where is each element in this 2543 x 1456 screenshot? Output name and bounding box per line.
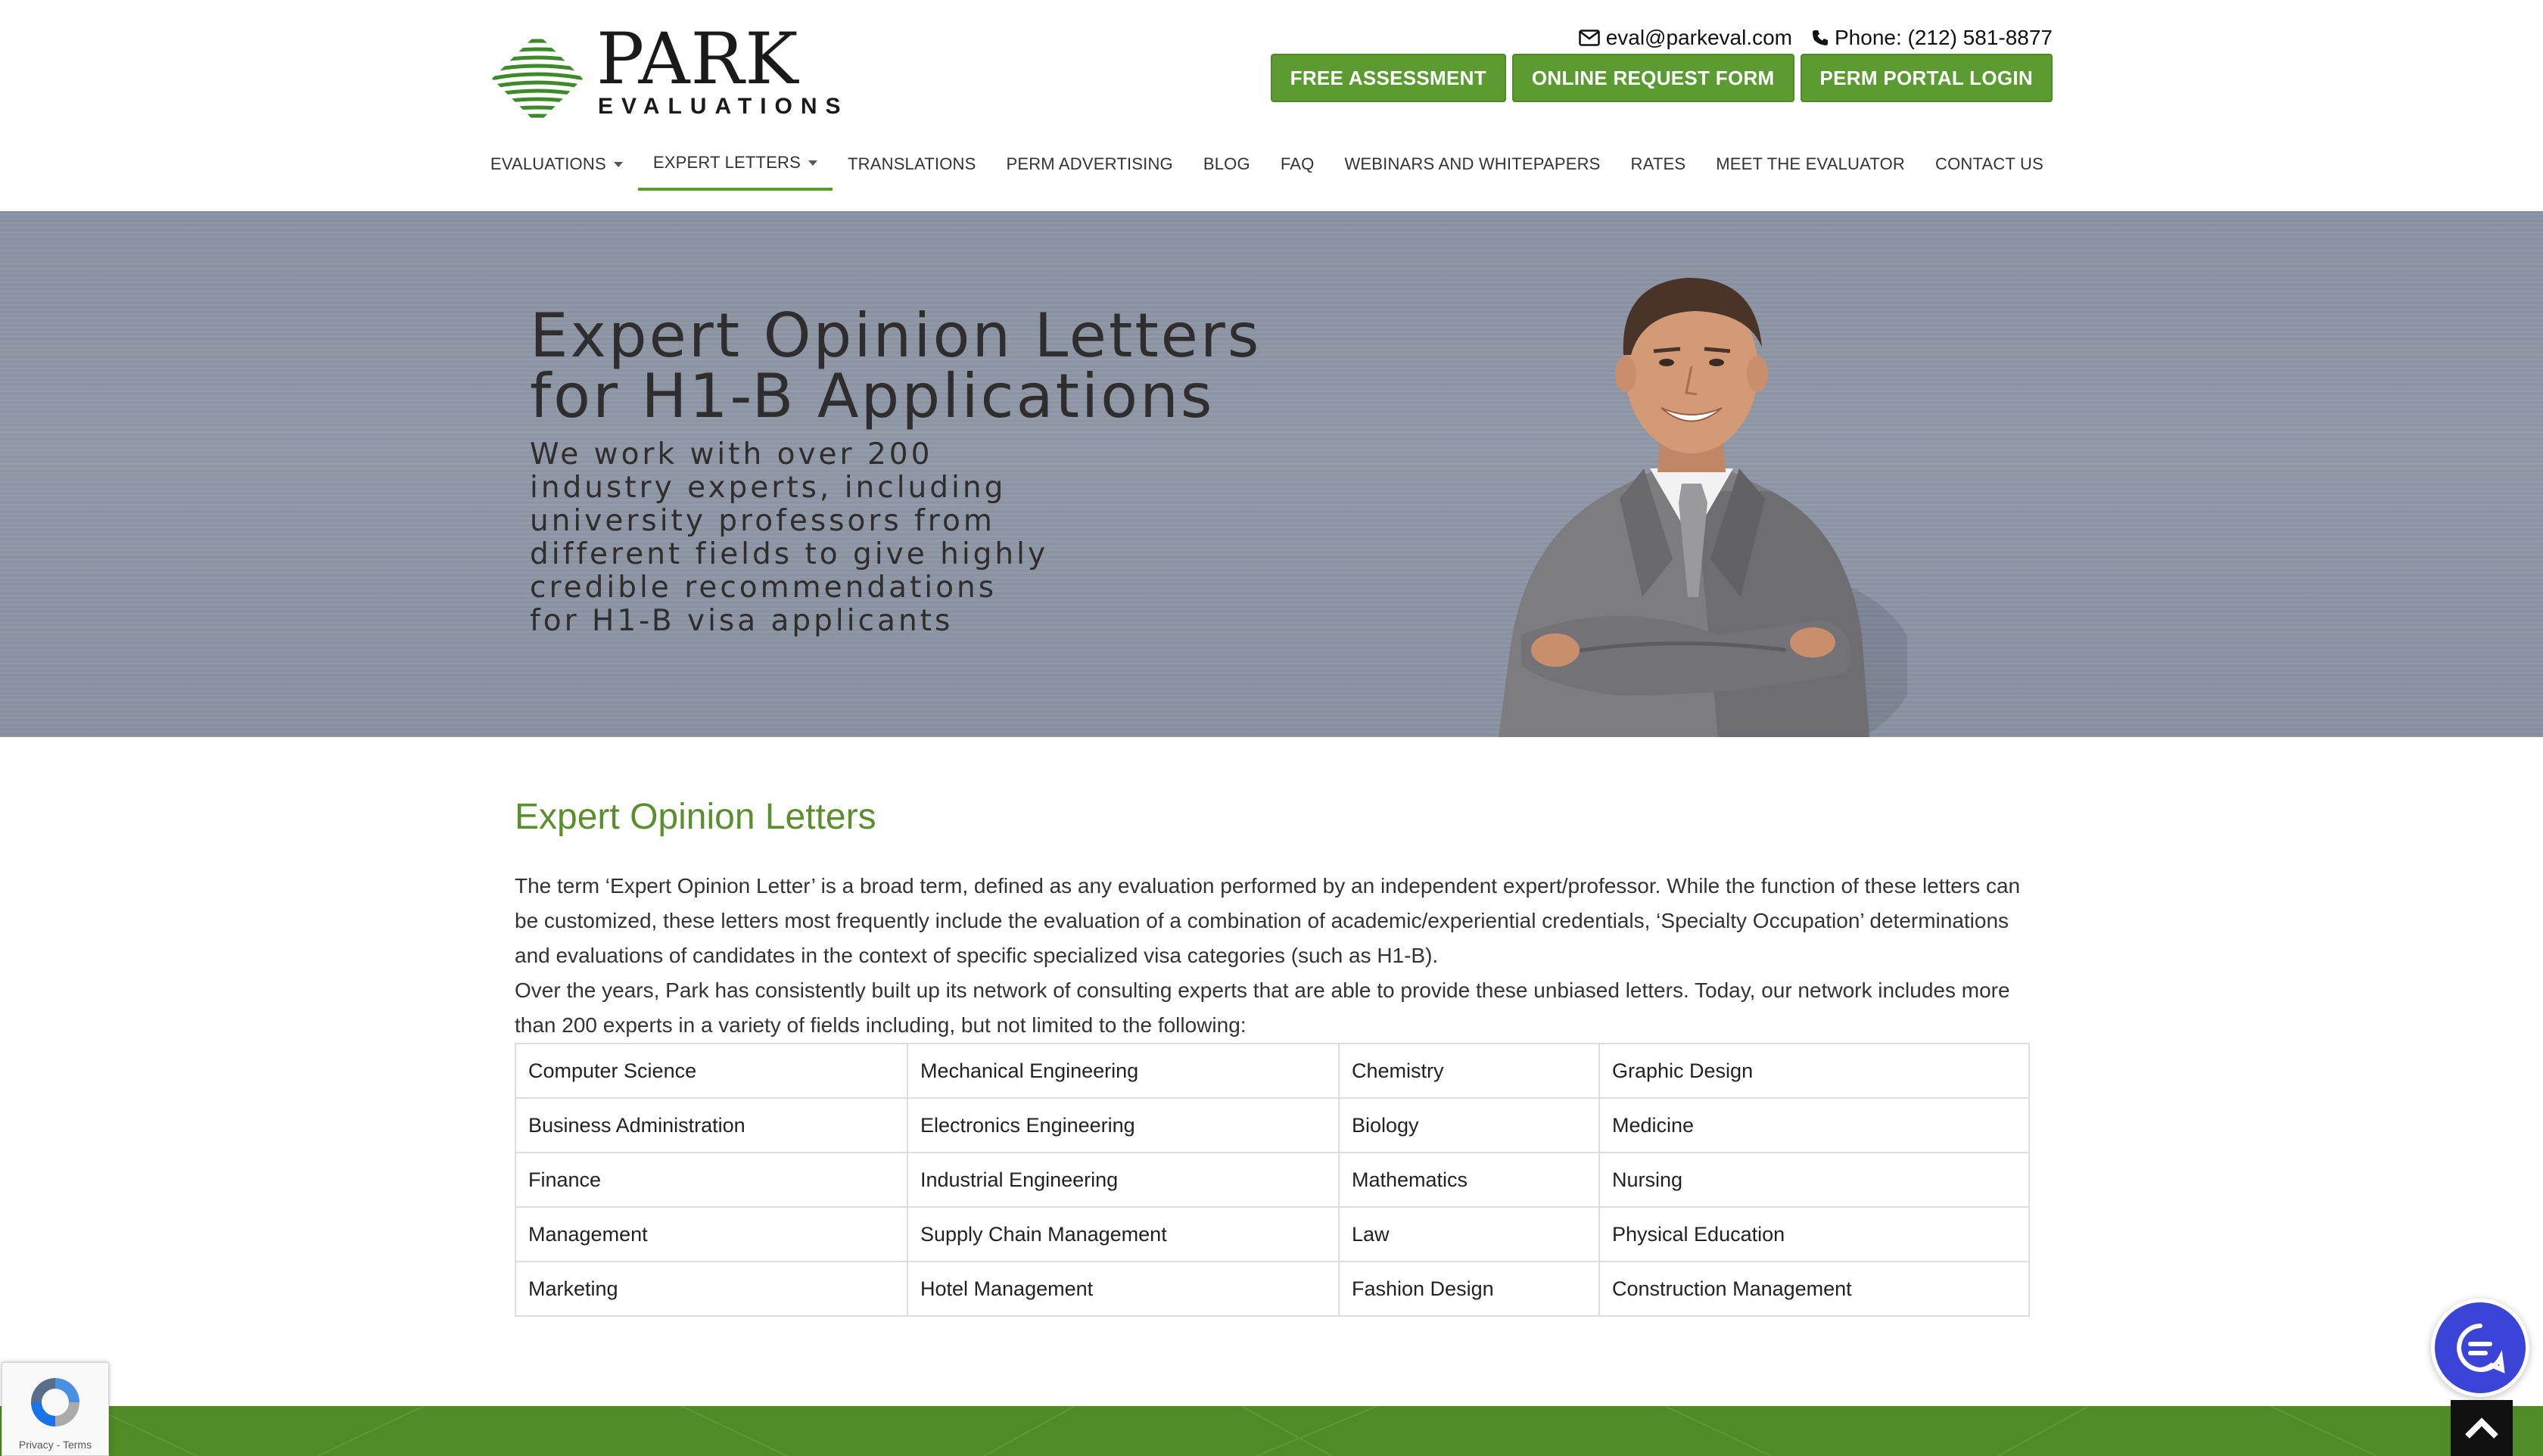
table-cell: Biology [1339, 1098, 1599, 1153]
table-cell: Mechanical Engineering [907, 1044, 1339, 1098]
table-cell: Marketing [515, 1262, 907, 1316]
hero-banner [0, 211, 2543, 737]
nav-item-rates[interactable]: RATES [1630, 154, 1686, 173]
table-cell: Construction Management [1599, 1262, 2029, 1316]
caret-down-icon [808, 160, 817, 166]
chat-button[interactable] [2431, 1299, 2529, 1397]
table-cell: Physical Education [1599, 1207, 2029, 1262]
header-buttons [1271, 54, 2053, 102]
hero-subtitle-line: for H1-B visa applicants [530, 604, 954, 638]
park-leaf-logo-icon [490, 32, 584, 126]
table-cell: Medicine [1599, 1098, 2029, 1153]
chevron-up-icon [2464, 1417, 2499, 1439]
nav-item-webinars[interactable]: WEBINARS AND WHITEPAPERS [1344, 154, 1601, 173]
intro-paragraph: The term ‘Expert Opinion Letter’ is a broad term, defined as any evaluation performed by an independent expert/professor. While the function of these letters can be customized, these letters most frequently include the evaluation of a combination of academic/experiential credentials, ‘Specialty Occupation’ determinations and evaluations of candidates in the context of specific specialized visa categories (such as H1-B). [515, 874, 2021, 967]
table-row [515, 1153, 2029, 1207]
free-assessment-button[interactable]: FREE ASSESSMENT [1271, 54, 1506, 102]
table-cell: Computer Science [515, 1044, 907, 1098]
contact-bar [1579, 24, 2053, 51]
nav-item-perm-advertising[interactable]: PERM ADVERTISING [1006, 154, 1173, 173]
nav-item-label: EXPERT LETTERS [652, 153, 801, 172]
logo-wordmark: PARK [596, 18, 799, 101]
table-cell: Nursing [1599, 1153, 2029, 1207]
table-cell: Graphic Design [1599, 1044, 2029, 1098]
table-cell: Electronics Engineering [907, 1098, 1339, 1153]
phone-text[interactable]: Phone: (212) 581-8877 [1835, 26, 2053, 49]
privacy-link[interactable]: Privacy [18, 1439, 54, 1451]
section-title: Expert Opinion Letters [515, 797, 876, 837]
main-content [515, 787, 2028, 1317]
site-logo[interactable] [490, 18, 849, 127]
chat-icon [2454, 1321, 2507, 1374]
table-cell: Management [515, 1207, 907, 1262]
terms-link[interactable]: Terms [62, 1439, 92, 1451]
nav-item-faq[interactable]: FAQ [1280, 154, 1315, 173]
hero-subtitle-line: university professors from [530, 504, 995, 538]
caret-down-icon [614, 162, 623, 167]
main-nav [475, 138, 2059, 191]
nav-item-blog[interactable]: BLOG [1203, 154, 1250, 173]
email-text[interactable]: eval@parkeval.com [1605, 26, 1792, 49]
table-cell: Business Administration [515, 1098, 907, 1153]
hero-title-line: Expert Opinion Letters [530, 300, 1262, 371]
logo-subtitle: EVALUATIONS [598, 94, 849, 119]
online-request-form-button[interactable]: ONLINE REQUEST FORM [1512, 54, 1794, 102]
table-row [515, 1262, 2029, 1316]
site-header [0, 0, 2543, 211]
table-cell: Supply Chain Management [907, 1207, 1339, 1262]
hero-subtitle-line: credible recommendations [530, 571, 998, 605]
nav-item-contact-us[interactable]: CONTACT US [1935, 154, 2043, 173]
contact-phone[interactable] [1812, 26, 2053, 50]
recaptcha-icon [25, 1372, 86, 1433]
network-paragraph: Over the years, Park has consistently built up its network of consulting experts that are able to provide these unbiased letters. Today, our network includes more than 200 experts in a variety of fields including, but not limited to the following: [515, 978, 2010, 1037]
table-row [515, 1044, 2029, 1098]
table-row [515, 1098, 2029, 1153]
recaptcha-badge[interactable] [2, 1362, 109, 1456]
nav-item-evaluations[interactable] [475, 138, 638, 191]
nav-item-label: EVALUATIONS [490, 154, 606, 173]
nav-item-expert-letters[interactable] [638, 138, 833, 191]
contact-email[interactable] [1579, 26, 1792, 50]
footer [0, 1406, 2543, 1456]
envelope-icon [1579, 30, 1600, 46]
hero-subtitle [530, 438, 1060, 638]
hero-title-line: for H1-B Applications [530, 361, 1215, 431]
nav-item-translations[interactable]: TRANSLATIONS [848, 154, 976, 173]
table-cell: Law [1339, 1207, 1599, 1262]
table-cell: Finance [515, 1153, 907, 1207]
nav-item-meet-evaluator[interactable]: MEET THE EVALUATOR [1716, 154, 1906, 173]
table-cell: Fashion Design [1339, 1262, 1599, 1316]
table-cell: Hotel Management [907, 1262, 1339, 1316]
perm-portal-login-button[interactable]: PERM PORTAL LOGIN [1801, 54, 2053, 102]
separator: - [53, 1439, 63, 1451]
table-cell: Chemistry [1339, 1044, 1599, 1098]
recaptcha-links [2, 1439, 108, 1451]
table-cell: Mathematics [1339, 1153, 1599, 1207]
hero-subtitle-line: industry experts, including [530, 471, 1007, 505]
phone-icon [1812, 30, 1829, 46]
businessman-photo [1468, 241, 1907, 737]
hero-subtitle-line: We work with over 200 [530, 437, 933, 471]
footer-pattern [0, 1406, 2543, 1456]
expert-fields-table [515, 1043, 2030, 1317]
hero-subtitle-line: different fields to give highly [530, 537, 1049, 571]
scroll-to-top-button[interactable] [2451, 1400, 2513, 1456]
table-row [515, 1207, 2029, 1262]
table-cell: Industrial Engineering [907, 1153, 1339, 1207]
hero-title [530, 300, 1287, 431]
